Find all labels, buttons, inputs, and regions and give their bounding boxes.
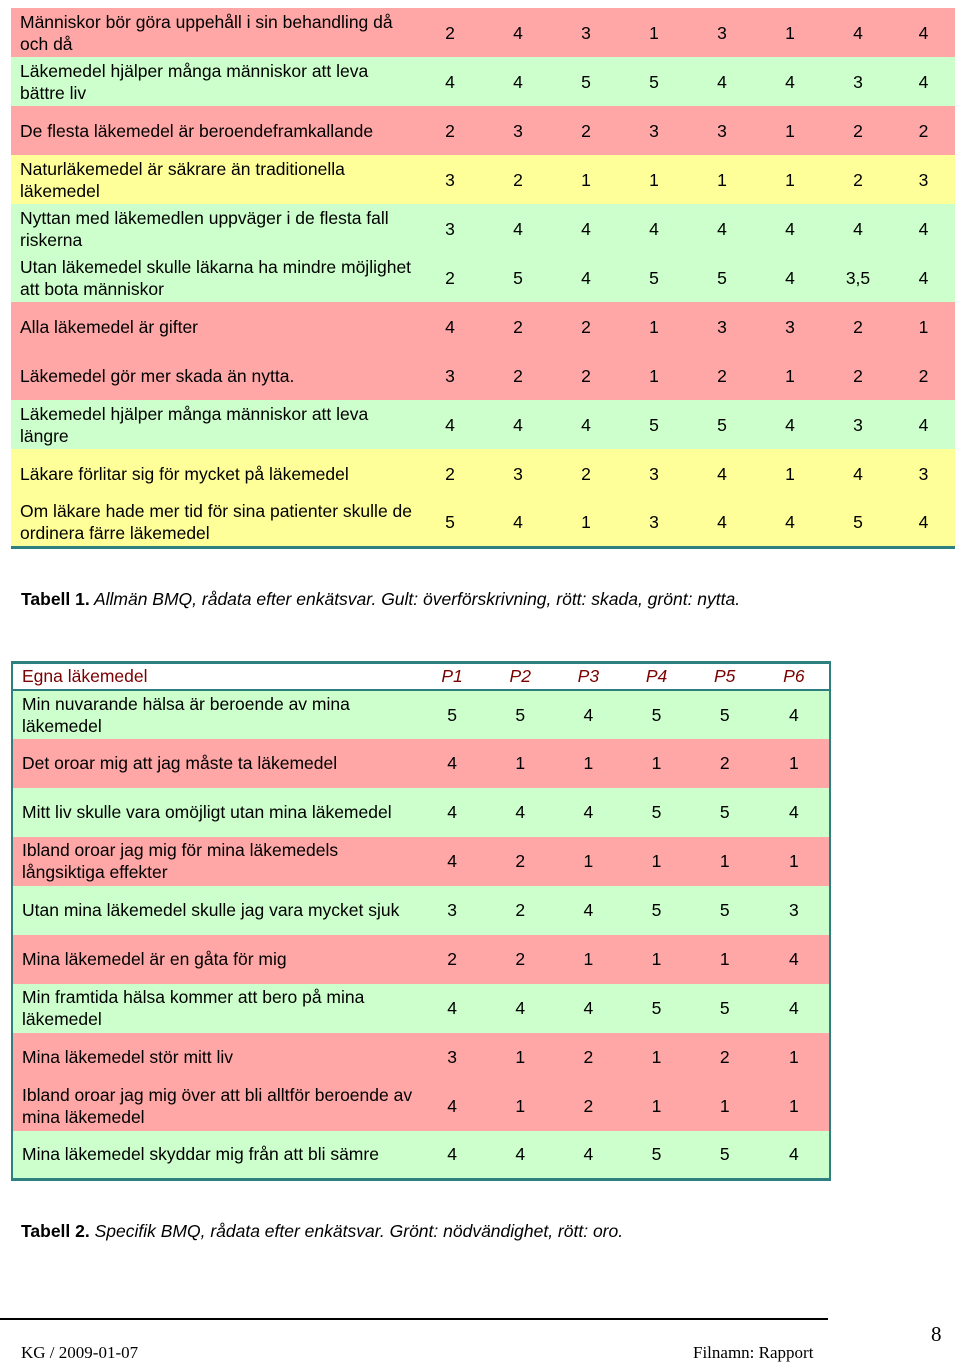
table2-score: 2 [719, 1047, 730, 1067]
table1-question: Människor bör göra uppehåll i sin behandling då och då [20, 11, 393, 54]
table1-score: 1 [785, 22, 795, 43]
table2-score: 5 [719, 900, 730, 920]
table1-score: 3 [853, 414, 863, 435]
table2-row [12, 690, 830, 739]
table1-score: 4 [581, 218, 591, 239]
table1-score: 3 [649, 511, 659, 532]
table2-caption: Tabell 2. Specifik BMQ, rådata efter enkätsvar. Grönt: nödvändighet, rött: oro. [21, 1221, 624, 1241]
table2-score: 4 [447, 1096, 457, 1116]
table1-score: 1 [785, 169, 795, 190]
table1-score: 5 [717, 267, 727, 288]
table2-row [12, 788, 830, 837]
table1-question: Naturläkemedel är säkrare än traditionella läkemedel [20, 158, 345, 201]
table2-score: 4 [789, 704, 799, 725]
table1-score: 5 [513, 267, 523, 288]
table2-row [12, 837, 830, 886]
table1-score: 2 [581, 365, 591, 386]
table2-score: 1 [789, 1096, 799, 1116]
table2-question: Min nuvarande hälsa är beroende av mina läkemedel [22, 693, 350, 736]
table1-question: Om läkare hade mer tid för sina patienter skulle de ordinera färre läkemedel [20, 500, 412, 543]
table1-question: Läkemedel hjälper många människor att leva längre [20, 403, 369, 446]
table2-score: 5 [651, 998, 662, 1018]
table1-score: 5 [649, 414, 659, 435]
table2-score: 1 [583, 949, 594, 969]
table1-score: 5 [445, 511, 455, 532]
table2-score: 5 [447, 704, 457, 725]
table1-score: 4 [918, 511, 929, 532]
table2-header-row [12, 663, 830, 690]
footer-filename: Filnamn: Rapport [693, 1343, 814, 1362]
table2-score: 1 [515, 753, 526, 773]
table2-score: 1 [789, 753, 799, 773]
table1-score: 1 [649, 22, 659, 43]
table1-score: 2 [918, 120, 929, 141]
table2-header-p5: P5 [691, 663, 759, 690]
table1-score: 2 [853, 316, 863, 337]
table1-row [11, 302, 955, 351]
table2-score: 2 [515, 851, 526, 871]
table1-score: 2 [581, 463, 591, 484]
table1-row [11, 204, 955, 253]
table2-score: 1 [789, 851, 799, 871]
table2-score: 4 [447, 1144, 457, 1165]
table1-score: 3 [918, 169, 929, 190]
table1-score: 4 [513, 511, 523, 532]
table1-question: Nyttan med läkemedlen uppväger i de flesta fall riskerna [20, 207, 389, 250]
table1-score: 1 [717, 169, 727, 190]
table1-score: 4 [581, 414, 591, 435]
table2-score: 4 [515, 802, 526, 822]
table2-score: 5 [651, 802, 662, 822]
table1-score: 3 [853, 71, 863, 92]
table2-score: 5 [651, 900, 662, 920]
table1-score: 4 [918, 414, 929, 435]
table1-score: 1 [649, 365, 659, 386]
table1-score: 4 [513, 414, 523, 435]
table1-caption: Tabell 1. Allmän BMQ, rådata efter enkätsvar. Gult: överförskrivning, rött: skada, grönt: nytta. [21, 589, 741, 609]
table2-score: 2 [515, 900, 526, 920]
table1-score: 3 [717, 120, 727, 141]
table1-question: Läkemedel gör mer skada än nytta. [20, 365, 295, 386]
table1-score: 3 [785, 316, 795, 337]
table1-score: 1 [785, 463, 795, 484]
table1-score: 2 [853, 120, 863, 141]
table2-header-p6: P6 [759, 663, 830, 690]
table1-row [11, 106, 955, 155]
table2-score: 2 [583, 1096, 594, 1116]
table1-row [11, 155, 955, 204]
table1-score: 1 [649, 169, 659, 190]
table1-score: 4 [445, 414, 455, 435]
table2-score: 1 [789, 1047, 799, 1067]
specific-bmq-table [11, 661, 831, 1181]
table2-score: 4 [583, 1144, 594, 1165]
table2-score: 4 [789, 949, 799, 969]
table1-score: 1 [785, 120, 795, 141]
table1-score: 4 [649, 218, 659, 239]
table2-score: 5 [651, 704, 662, 725]
table2-score: 1 [651, 1047, 662, 1067]
table2-row [12, 1131, 830, 1180]
table1-row [11, 8, 955, 57]
table2-score: 1 [719, 851, 730, 871]
table2-header-p2: P2 [486, 663, 554, 690]
table2-score: 4 [515, 998, 526, 1018]
table2-score: 3 [447, 900, 457, 920]
table2-score: 1 [719, 1096, 730, 1116]
footer-date: KG / 2009-01-07 [21, 1343, 139, 1362]
table1-score: 4 [445, 316, 455, 337]
table1-question: De flesta läkemedel är beroendeframkallande [20, 120, 374, 141]
table2-score: 2 [719, 753, 730, 773]
table1-score: 3 [513, 120, 523, 141]
table1-question: Läkemedel hjälper många människor att leva bättre liv [20, 60, 369, 103]
table2-score: 4 [789, 1144, 799, 1165]
table2-question: Ibland oroar jag mig över att bli alltför beroende av mina läkemedel [22, 1085, 413, 1127]
table2-score: 2 [447, 949, 457, 969]
table2-question: Mina läkemedel skyddar mig från att bli sämre [22, 1144, 379, 1165]
table1-score: 4 [785, 414, 795, 435]
table1-score: 1 [649, 316, 659, 337]
table1-score: 4 [918, 267, 929, 288]
table1-score: 2 [717, 365, 727, 386]
table2-score: 1 [583, 753, 594, 773]
table2-question: Mina läkemedel är en gåta för mig [22, 949, 287, 969]
table1-score: 3 [445, 169, 455, 190]
table1-score: 2 [581, 120, 591, 141]
table1-score: 2 [513, 365, 523, 386]
table1-score: 3 [649, 463, 659, 484]
table1-question: Utan läkemedel skulle läkarna ha mindre möjlighet att bota människor [20, 256, 412, 299]
table2-score: 1 [651, 949, 662, 969]
table1-row [11, 498, 955, 547]
table2-score: 5 [515, 704, 526, 725]
table1-score: 5 [581, 71, 591, 92]
table2-score: 4 [583, 704, 594, 725]
table1-question: Alla läkemedel är gifter [20, 316, 198, 337]
table1-score: 4 [717, 511, 727, 532]
page-number: 8 [931, 1322, 942, 1346]
table1-score: 3 [445, 365, 455, 386]
table1-score: 4 [918, 218, 929, 239]
table1-score: 2 [918, 365, 929, 386]
table1-question: Läkare förlitar sig för mycket på läkemedel [20, 463, 349, 484]
table1-score: 2 [445, 120, 455, 141]
table2-score: 4 [789, 998, 799, 1018]
table1-score: 1 [918, 316, 929, 337]
table2-row [12, 886, 830, 935]
table2-question: Det oroar mig att jag måste ta läkemedel [22, 753, 338, 773]
table1-score: 4 [445, 71, 455, 92]
table2-question: Ibland oroar jag mig för mina läkemedels långsiktiga effekter [22, 840, 339, 882]
table2-score: 2 [515, 949, 526, 969]
table1-row [11, 351, 955, 400]
table1-score: 4 [785, 218, 795, 239]
table2-score: 4 [447, 998, 457, 1018]
table2-score: 5 [651, 1144, 662, 1165]
general-bmq-table [11, 8, 955, 549]
table1-score: 2 [445, 22, 455, 43]
table2-row [12, 935, 830, 984]
table1-score: 2 [513, 169, 523, 190]
table1-score: 3 [717, 22, 727, 43]
table1-score: 3 [445, 218, 455, 239]
table1-score: 3 [649, 120, 659, 141]
table1-score: 4 [717, 463, 727, 484]
table2-score: 3 [447, 1047, 457, 1067]
table1-score: 4 [785, 511, 795, 532]
table2-header-p1: P1 [418, 663, 486, 690]
table2-header-p4: P4 [622, 663, 690, 690]
table1-score: 2 [445, 463, 455, 484]
table2-row [12, 1033, 830, 1082]
table2-header-label: Egna läkemedel [12, 663, 418, 690]
table1-score: 4 [513, 22, 523, 43]
table1-score: 5 [649, 267, 659, 288]
table2-score: 4 [447, 753, 457, 773]
table1-score: 4 [918, 22, 929, 43]
table2-row [12, 739, 830, 788]
table1-score: 3 [918, 463, 929, 484]
table2-score: 1 [651, 851, 662, 871]
table1-score: 4 [581, 267, 591, 288]
table1-score: 5 [853, 511, 863, 532]
table1-score: 2 [445, 267, 455, 288]
table1-score: 4 [853, 22, 863, 43]
table1-score: 2 [513, 316, 523, 337]
table1-score: 4 [717, 71, 727, 92]
table2-score: 4 [447, 802, 457, 822]
table1-score: 1 [581, 169, 591, 190]
table2-row [12, 984, 830, 1033]
table1-score: 3 [513, 463, 523, 484]
table2-score: 5 [719, 1144, 730, 1165]
table1-score: 4 [853, 218, 863, 239]
table1-score: 2 [853, 169, 863, 190]
table2-score: 1 [515, 1096, 526, 1116]
table1-score: 4 [785, 267, 795, 288]
table1-score: 4 [513, 218, 523, 239]
table1-score: 2 [581, 316, 591, 337]
table1-score: 4 [785, 71, 795, 92]
table2-score: 4 [515, 1144, 526, 1165]
table2-score: 1 [719, 949, 730, 969]
table2-score: 1 [651, 753, 662, 773]
footer-divider [0, 1318, 828, 1320]
table1-row [11, 400, 955, 449]
table2-score: 2 [583, 1047, 594, 1067]
table1-score: 2 [853, 365, 863, 386]
table2-score: 4 [789, 802, 799, 822]
table2-score: 1 [583, 851, 594, 871]
table2-question: Utan mina läkemedel skulle jag vara mycket sjuk [22, 900, 400, 920]
table1-score: 4 [717, 218, 727, 239]
table2-score: 1 [515, 1047, 526, 1067]
table1-score: 5 [649, 71, 659, 92]
table2-score: 4 [583, 802, 594, 822]
table1-score: 3 [581, 22, 591, 43]
table2-score: 4 [447, 851, 457, 871]
table1-row [11, 57, 955, 106]
table1-score: 4 [918, 71, 929, 92]
table1-score: 1 [785, 365, 795, 386]
table1-score: 5 [717, 414, 727, 435]
table1-row [11, 449, 955, 498]
table2-row [12, 1082, 830, 1131]
table2-question: Mitt liv skulle vara omöjligt utan mina läkemedel [22, 802, 392, 822]
table2-score: 4 [583, 998, 594, 1018]
table1-score: 4 [853, 463, 863, 484]
table2-score: 5 [719, 802, 730, 822]
table2-question: Min framtida hälsa kommer att bero på mina läkemedel [22, 987, 365, 1029]
table2-score: 5 [719, 998, 730, 1018]
table1-score: 3 [717, 316, 727, 337]
table1-row [11, 253, 955, 302]
table1-score: 3,5 [845, 267, 871, 288]
table2-header-p3: P3 [554, 663, 622, 690]
table1-score: 1 [581, 511, 591, 532]
table2-score: 5 [719, 704, 730, 725]
table2-score: 3 [789, 900, 799, 920]
table1-score: 4 [513, 71, 523, 92]
table2-score: 1 [651, 1096, 662, 1116]
table2-score: 4 [583, 900, 594, 920]
table2-question: Mina läkemedel stör mitt liv [22, 1047, 234, 1067]
